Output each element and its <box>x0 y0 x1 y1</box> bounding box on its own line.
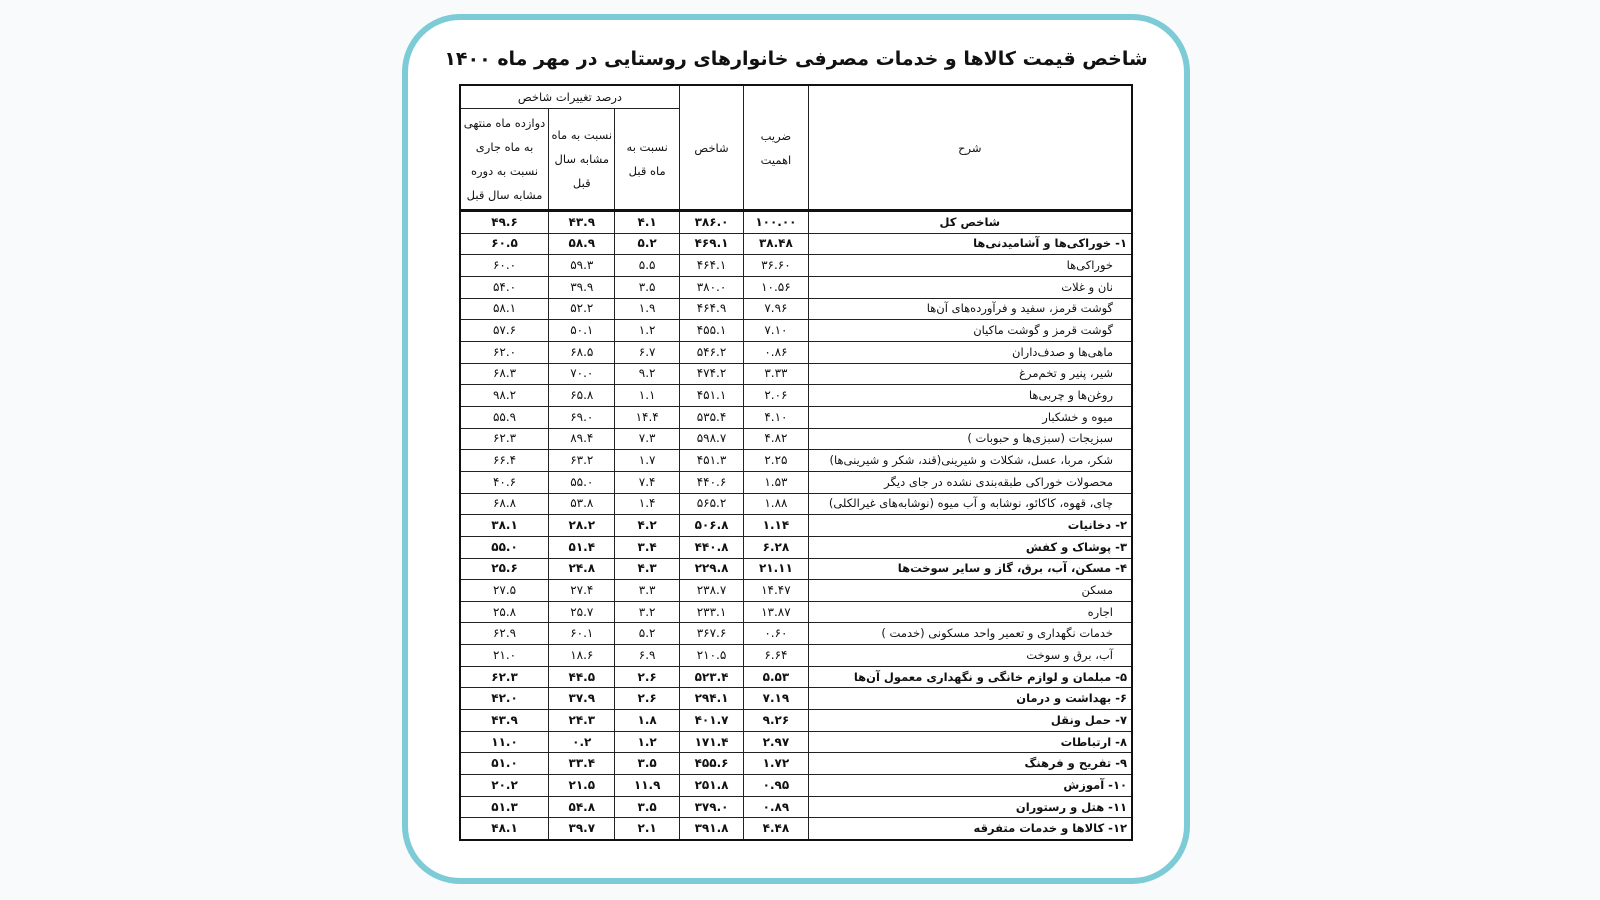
row-twelve-month-change: ۴۰.۶ <box>460 471 549 493</box>
row-weight: ۳۶.۶۰ <box>744 255 808 277</box>
table-row <box>460 753 1132 775</box>
row-description: ماهی‌ها و صدف‌داران <box>808 341 1132 363</box>
header-change-group: درصد تغییرات شاخص <box>460 85 679 109</box>
row-index: ۳۷۹.۰ <box>679 796 743 818</box>
row-weight: ۴.۱۰ <box>744 406 808 428</box>
row-index: ۵۰۶.۸ <box>679 515 743 537</box>
row-weight: ۷.۱۹ <box>744 688 808 710</box>
row-description: ۹- تفریح و فرهنگ <box>808 753 1132 775</box>
header-twelve-month-change: دوازده ماه منتهی به ماه جاری نسبت به دوره مشابه سال قبل <box>460 109 549 211</box>
row-description: گوشت قرمز، سفید و فرآورده‌های آن‌ها <box>808 298 1132 320</box>
table-row <box>460 623 1132 645</box>
row-weight: ۰.۸۶ <box>744 341 808 363</box>
row-yoy-change: ۴۴.۵ <box>549 666 615 688</box>
row-twelve-month-change: ۶۲.۰ <box>460 341 549 363</box>
row-yoy-change: ۲۴.۸ <box>549 558 615 580</box>
row-index: ۲۱۰.۵ <box>679 645 743 667</box>
row-index: ۴۵۵.۶ <box>679 753 743 775</box>
row-monthly-change: ۱.۴ <box>615 493 679 515</box>
row-index: ۳۸۰.۰ <box>679 276 743 298</box>
row-description: شکر، مربا، عسل، شکلات و شیرینی(قند، شکر و شیرینی‌ها) <box>808 450 1132 472</box>
row-weight: ۱۴.۴۷ <box>744 580 808 602</box>
row-description: ۳- پوشاک و کفش <box>808 536 1132 558</box>
row-weight: ۱.۷۲ <box>744 753 808 775</box>
table-row <box>460 688 1132 710</box>
row-weight: ۶.۲۸ <box>744 536 808 558</box>
row-twelve-month-change: ۶۲.۳ <box>460 666 549 688</box>
row-yoy-change: ۵۳.۸ <box>549 493 615 515</box>
row-twelve-month-change: ۲۱.۰ <box>460 645 549 667</box>
row-monthly-change: ۱.۲ <box>615 320 679 342</box>
row-monthly-change: ۶.۷ <box>615 341 679 363</box>
row-description: ۱۰- آموزش <box>808 775 1132 797</box>
row-index: ۴۷۴.۲ <box>679 363 743 385</box>
row-weight: ۱.۱۴ <box>744 515 808 537</box>
row-monthly-change: ۴.۳ <box>615 558 679 580</box>
table-row <box>460 601 1132 623</box>
row-twelve-month-change: ۶۸.۸ <box>460 493 549 515</box>
table-row <box>460 428 1132 450</box>
row-weight: ۳.۳۳ <box>744 363 808 385</box>
row-twelve-month-change: ۶۰.۵ <box>460 233 549 255</box>
row-description: ۲- دخانیات <box>808 515 1132 537</box>
row-index: ۳۸۶.۰ <box>679 211 743 234</box>
row-weight: ۰.۸۹ <box>744 796 808 818</box>
row-index: ۴۶۹.۱ <box>679 233 743 255</box>
row-description: خوراکی‌ها <box>808 255 1132 277</box>
table-row <box>460 731 1132 753</box>
row-index: ۴۵۵.۱ <box>679 320 743 342</box>
header-weight: ضریب اهمیت <box>744 85 808 211</box>
row-index: ۲۵۱.۸ <box>679 775 743 797</box>
table-row <box>460 211 1132 234</box>
row-description: ۶- بهداشت و درمان <box>808 688 1132 710</box>
row-twelve-month-change: ۲۵.۶ <box>460 558 549 580</box>
row-description: خدمات نگهداری و تعمیر واحد مسکونی (خدمت ) <box>808 623 1132 645</box>
row-yoy-change: ۱۸.۶ <box>549 645 615 667</box>
row-twelve-month-change: ۶۰.۰ <box>460 255 549 277</box>
header-monthly-change: نسبت به ماه قبل <box>615 109 679 211</box>
row-monthly-change: ۲.۱ <box>615 818 679 840</box>
row-description: ۵- مبلمان و لوازم خانگی و نگهداری معمول آن‌ها <box>808 666 1132 688</box>
row-weight: ۲.۰۶ <box>744 385 808 407</box>
header-description: شرح <box>808 85 1132 211</box>
row-yoy-change: ۸۹.۴ <box>549 428 615 450</box>
table-row <box>460 775 1132 797</box>
row-monthly-change: ۵.۲ <box>615 233 679 255</box>
row-index: ۴۶۴.۹ <box>679 298 743 320</box>
row-weight: ۱۰۰.۰۰ <box>744 211 808 234</box>
row-index: ۵۴۶.۲ <box>679 341 743 363</box>
table-row <box>460 341 1132 363</box>
table-row <box>460 320 1132 342</box>
row-yoy-change: ۷۰.۰ <box>549 363 615 385</box>
row-yoy-change: ۵۱.۴ <box>549 536 615 558</box>
table-row <box>460 233 1132 255</box>
row-description: اجاره <box>808 601 1132 623</box>
header-yoy-change: نسبت به ماه مشابه سال قبل <box>549 109 615 211</box>
row-index: ۲۲۹.۸ <box>679 558 743 580</box>
price-index-table <box>459 84 1133 841</box>
table-row <box>460 255 1132 277</box>
row-weight: ۰.۹۵ <box>744 775 808 797</box>
row-weight: ۱.۵۳ <box>744 471 808 493</box>
row-twelve-month-change: ۴۹.۶ <box>460 211 549 234</box>
row-yoy-change: ۴۳.۹ <box>549 211 615 234</box>
row-twelve-month-change: ۶۲.۹ <box>460 623 549 645</box>
row-description: سبزیجات (سبزی‌ها و حبوبات ) <box>808 428 1132 450</box>
row-yoy-change: ۳۳.۴ <box>549 753 615 775</box>
row-monthly-change: ۳.۳ <box>615 580 679 602</box>
row-monthly-change: ۲.۶ <box>615 688 679 710</box>
row-twelve-month-change: ۵۴.۰ <box>460 276 549 298</box>
row-monthly-change: ۵.۵ <box>615 255 679 277</box>
table-row <box>460 493 1132 515</box>
row-weight: ۲.۲۵ <box>744 450 808 472</box>
row-description: ۱۱- هتل و رستوران <box>808 796 1132 818</box>
table-row <box>460 298 1132 320</box>
row-yoy-change: ۰.۲ <box>549 731 615 753</box>
row-twelve-month-change: ۵۱.۰ <box>460 753 549 775</box>
row-weight: ۷.۹۶ <box>744 298 808 320</box>
row-twelve-month-change: ۳۸.۱ <box>460 515 549 537</box>
row-yoy-change: ۶۰.۱ <box>549 623 615 645</box>
row-index: ۴۶۴.۱ <box>679 255 743 277</box>
table-row <box>460 515 1132 537</box>
row-index: ۴۴۰.۸ <box>679 536 743 558</box>
row-twelve-month-change: ۱۱.۰ <box>460 731 549 753</box>
row-monthly-change: ۱۴.۴ <box>615 406 679 428</box>
row-yoy-change: ۶۸.۵ <box>549 341 615 363</box>
row-twelve-month-change: ۵۷.۶ <box>460 320 549 342</box>
row-description: گوشت قرمز و گوشت ماکیان <box>808 320 1132 342</box>
row-description: ۴- مسکن، آب، برق، گاز و سایر سوخت‌ها <box>808 558 1132 580</box>
row-yoy-change: ۳۹.۷ <box>549 818 615 840</box>
row-weight: ۲۱.۱۱ <box>744 558 808 580</box>
row-description: محصولات خوراکی طبقه‌بندی نشده در جای دیگر <box>808 471 1132 493</box>
row-monthly-change: ۳.۵ <box>615 796 679 818</box>
row-twelve-month-change: ۵۱.۳ <box>460 796 549 818</box>
row-index: ۲۳۳.۱ <box>679 601 743 623</box>
row-description: میوه و خشکبار <box>808 406 1132 428</box>
row-index: ۴۴۰.۶ <box>679 471 743 493</box>
row-twelve-month-change: ۵۵.۰ <box>460 536 549 558</box>
row-yoy-change: ۵۹.۳ <box>549 255 615 277</box>
row-twelve-month-change: ۲۰.۲ <box>460 775 549 797</box>
row-index: ۵۶۵.۲ <box>679 493 743 515</box>
row-weight: ۴.۸۲ <box>744 428 808 450</box>
row-monthly-change: ۶.۹ <box>615 645 679 667</box>
row-weight: ۹.۲۶ <box>744 710 808 732</box>
row-weight: ۰.۶۰ <box>744 623 808 645</box>
row-monthly-change: ۳.۵ <box>615 753 679 775</box>
row-yoy-change: ۵۴.۸ <box>549 796 615 818</box>
row-twelve-month-change: ۴۳.۹ <box>460 710 549 732</box>
row-monthly-change: ۲.۶ <box>615 666 679 688</box>
table-row <box>460 645 1132 667</box>
row-index: ۳۶۷.۶ <box>679 623 743 645</box>
row-yoy-change: ۲۸.۲ <box>549 515 615 537</box>
document-card <box>402 14 1190 884</box>
row-index: ۳۹۱.۸ <box>679 818 743 840</box>
row-description: ۱۲- کالاها و خدمات متفرقه <box>808 818 1132 840</box>
row-weight: ۱۰.۵۶ <box>744 276 808 298</box>
table-row <box>460 818 1132 840</box>
row-yoy-change: ۵۸.۹ <box>549 233 615 255</box>
row-yoy-change: ۳۷.۹ <box>549 688 615 710</box>
row-index: ۲۳۸.۷ <box>679 580 743 602</box>
row-weight: ۷.۱۰ <box>744 320 808 342</box>
row-index: ۴۵۱.۳ <box>679 450 743 472</box>
row-twelve-month-change: ۲۷.۵ <box>460 580 549 602</box>
row-yoy-change: ۳۹.۹ <box>549 276 615 298</box>
row-yoy-change: ۵۵.۰ <box>549 471 615 493</box>
row-monthly-change: ۵.۲ <box>615 623 679 645</box>
row-monthly-change: ۳.۵ <box>615 276 679 298</box>
row-description: شاخص کل <box>808 211 1132 234</box>
row-weight: ۱.۸۸ <box>744 493 808 515</box>
row-index: ۵۳۵.۴ <box>679 406 743 428</box>
row-monthly-change: ۱.۸ <box>615 710 679 732</box>
row-description: مسکن <box>808 580 1132 602</box>
row-description: شیر، پنیر و تخم‌مرغ <box>808 363 1132 385</box>
row-twelve-month-change: ۴۲.۰ <box>460 688 549 710</box>
table-row <box>460 580 1132 602</box>
row-yoy-change: ۶۵.۸ <box>549 385 615 407</box>
table-row <box>460 471 1132 493</box>
table-row <box>460 666 1132 688</box>
row-description: آب، برق و سوخت <box>808 645 1132 667</box>
row-monthly-change: ۱.۲ <box>615 731 679 753</box>
row-yoy-change: ۶۹.۰ <box>549 406 615 428</box>
row-description: ۷- حمل ونقل <box>808 710 1132 732</box>
row-yoy-change: ۵۰.۱ <box>549 320 615 342</box>
row-monthly-change: ۴.۱ <box>615 211 679 234</box>
row-index: ۴۵۱.۱ <box>679 385 743 407</box>
row-index: ۵۹۸.۷ <box>679 428 743 450</box>
row-yoy-change: ۶۳.۲ <box>549 450 615 472</box>
row-twelve-month-change: ۵۵.۹ <box>460 406 549 428</box>
row-description: روغن‌ها و چربی‌ها <box>808 385 1132 407</box>
row-index: ۱۷۱.۴ <box>679 731 743 753</box>
table-row <box>460 558 1132 580</box>
row-monthly-change: ۳.۴ <box>615 536 679 558</box>
header-index: شاخص <box>679 85 743 211</box>
row-monthly-change: ۷.۴ <box>615 471 679 493</box>
table-row <box>460 450 1132 472</box>
row-weight: ۳۸.۴۸ <box>744 233 808 255</box>
row-monthly-change: ۴.۲ <box>615 515 679 537</box>
row-twelve-month-change: ۴۸.۱ <box>460 818 549 840</box>
table-row <box>460 536 1132 558</box>
row-yoy-change: ۲۴.۳ <box>549 710 615 732</box>
row-index: ۵۲۳.۴ <box>679 666 743 688</box>
row-twelve-month-change: ۵۸.۱ <box>460 298 549 320</box>
row-monthly-change: ۱.۱ <box>615 385 679 407</box>
row-monthly-change: ۳.۲ <box>615 601 679 623</box>
row-index: ۴۰۱.۷ <box>679 710 743 732</box>
row-twelve-month-change: ۶۸.۳ <box>460 363 549 385</box>
row-description: ۱- خوراکی‌ها و آشامیدنی‌ها <box>808 233 1132 255</box>
table-row <box>460 796 1132 818</box>
row-monthly-change: ۱۱.۹ <box>615 775 679 797</box>
row-monthly-change: ۱.۷ <box>615 450 679 472</box>
row-description: نان و غلات <box>808 276 1132 298</box>
row-monthly-change: ۱.۹ <box>615 298 679 320</box>
table-row <box>460 385 1132 407</box>
document-title: شاخص قیمت کالاها و خدمات مصرفی خانوارهای روستایی در مهر ماه ۱۴۰۰ <box>444 48 1148 70</box>
row-weight: ۲.۹۷ <box>744 731 808 753</box>
row-weight: ۶.۶۴ <box>744 645 808 667</box>
row-twelve-month-change: ۲۵.۸ <box>460 601 549 623</box>
table-row <box>460 276 1132 298</box>
row-weight: ۵.۵۳ <box>744 666 808 688</box>
table-body <box>460 211 1132 841</box>
row-twelve-month-change: ۹۸.۲ <box>460 385 549 407</box>
table-row <box>460 406 1132 428</box>
row-twelve-month-change: ۶۲.۳ <box>460 428 549 450</box>
row-weight: ۴.۴۸ <box>744 818 808 840</box>
row-description: چای، قهوه، کاکائو، نوشابه و آب میوه (نوشابه‌های غیرالکلی) <box>808 493 1132 515</box>
row-yoy-change: ۲۷.۴ <box>549 580 615 602</box>
row-monthly-change: ۷.۳ <box>615 428 679 450</box>
row-weight: ۱۳.۸۷ <box>744 601 808 623</box>
row-monthly-change: ۹.۲ <box>615 363 679 385</box>
row-yoy-change: ۲۵.۷ <box>549 601 615 623</box>
row-twelve-month-change: ۶۶.۴ <box>460 450 549 472</box>
row-yoy-change: ۲۱.۵ <box>549 775 615 797</box>
row-yoy-change: ۵۲.۲ <box>549 298 615 320</box>
table-row <box>460 363 1132 385</box>
row-index: ۲۹۴.۱ <box>679 688 743 710</box>
table-row <box>460 710 1132 732</box>
row-description: ۸- ارتباطات <box>808 731 1132 753</box>
